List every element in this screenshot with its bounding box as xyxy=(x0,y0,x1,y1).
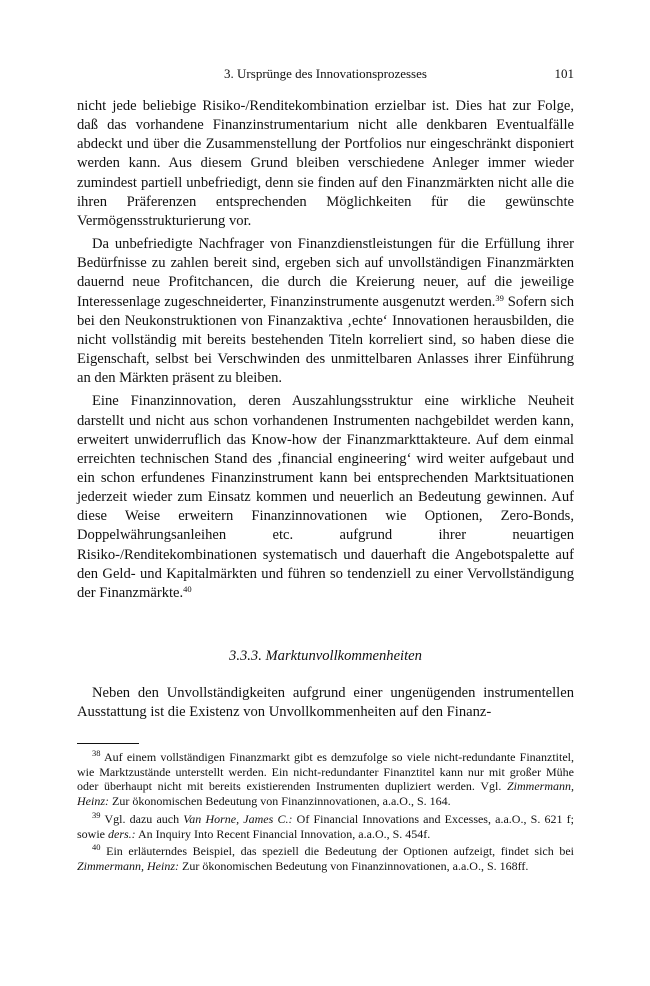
footnote-38-number: 38 xyxy=(92,748,101,758)
footnote-38 xyxy=(77,750,574,809)
paragraph-3-text: Eine Finanzinnovation, deren Auszahlungsstruktur eine wirkliche Neuheit darstellt und nicht aus schon vorhandenen Instrumenten nachgebildet werden kann, erweitert unwiderruflich das Know-how der Finanzmarkttakteure. Auf dem einmal erreichten technischen Stand des ‚financial engineering‘ wird weiter aufgebaut und ein schon erfundenes Finanzinstrument kann bei entsprechenden Marktsituationen jederzeit wieder zum Einsatz kommen und neuerlich an Bedeutung gewinnen. Auf diese Weise erweitern Finanzinnovationen wie Optionen, Zero-Bonds, Doppelwährungsanleihen etc. aufgrund ihrer neuartigen Risiko-/Renditekombinationen systematisch und dauerhaft die Angebotspalette auf den Geld- und Kapitalmärkten und führen so tendenziell zu einer Vervollständigung der Finanzmärkte. xyxy=(77,393,574,601)
footnote-39 xyxy=(77,809,575,841)
footnote-38-text-a: Auf einem vollständigen Finanzmarkt gibt es demzufolge so viele nicht-redundante Finanztitel, wie Marktzustände unterstellt werden. Ein nicht-redundanter Finanztitel kann nur mit großer Mühe oder überhaupt nicht mit bereits existierenden Instrumenten dupliziert werden. Vgl. xyxy=(77,750,574,794)
footnote-39-number: 39 xyxy=(92,809,101,820)
footnote-40 xyxy=(77,844,574,873)
paragraph-1 xyxy=(77,97,574,231)
paragraph-4: Neben den Unvollständigkeiten aufgrund einer ungenügenden instrumentellen Ausstattung ist die Existenz von Unvollkommenheiten auf den Finanz- xyxy=(77,685,574,721)
footnote-ref-40[interactable]: 40 xyxy=(183,583,192,594)
footnote-38-text-b: Zur ökonomischen Bedeutung von Finanzinnovationen, a.a.O., S. 164. xyxy=(109,794,451,809)
footnote-39-text-c: An Inquiry Into Recent Financial Innovation, a.a.O., S. 454f. xyxy=(135,826,431,841)
section-heading: 3.3.3. Marktunvollkommenheiten xyxy=(229,648,422,664)
footnote-39-author2: ders.: xyxy=(108,826,136,841)
body-text-continued xyxy=(77,684,574,722)
paragraph-2 xyxy=(77,235,574,388)
footnote-ref-39[interactable]: 39 xyxy=(495,292,504,303)
paragraph-2-text-b: Sofern sich bei den Neukonstruktionen von Finanzaktiva ‚echte‘ Innovationen herausbilden, die nicht vollständig mit bereits bestehenden Titeln korreliert sind, so haben diese die Eigenschaft, selbst bei Verschwinden des unmittelbaren Anlasses ihrer Einführung an den Märkten präsent zu bleiben. xyxy=(77,293,574,387)
footnotes xyxy=(77,750,574,877)
footnote-40-text-a: Ein erläuterndes Beispiel, das speziell die Bedeutung der Optionen aufzeigt, findet sich bei xyxy=(100,844,574,859)
footnote-38-author: Zimmermann, Heinz: xyxy=(77,779,574,809)
chapter-title: 3. Ursprünge des Innovationsprozesses xyxy=(224,66,427,81)
body-text xyxy=(77,97,574,603)
footnote-40-text-b: Zur ökonomischen Bedeutung von Finanzinnovationen, a.a.O., S. 168ff. xyxy=(179,858,529,873)
paragraph-2-text-a: Da unbefriedigte Nachfrager von Finanzdienstleistungen für die Erfüllung ihrer Bedürfnisse zu zahlen bereit sind, ergeben sich auf unvollständigen Finanzmärkten dauernd neue Profitchancen, die durch die Kreierung neuer, auf die jeweilige Interessenlage zugeschneiderter, Finanzinstrumente ausgenutzt werden. xyxy=(77,236,574,310)
paragraph-1-text: nicht jede beliebige Risiko-/Renditekombination erzielbar ist. Dies hat zur Folge, daß das vorhandene Finanzinstrumentarium nicht alle denkbaren Eventualfälle abdeckt und über die Zusammenstellung der Portfolios nur eingeschränkt disponiert werden kann. Aus diesem Grund bleiben verschiedene Anleger immer wieder zumindest partiell unbefriedigt, denn sie finden auf den Finanzmärkten nicht alle die ihren Präferenzen entsprechenden Möglichkeiten für die gewünschte Vermögensstrukturierung vor. xyxy=(77,98,574,229)
page-number: 101 xyxy=(554,66,574,81)
footnote-40-number: 40 xyxy=(92,842,101,853)
footnote-39-text-b: Of Financial Innovations and Excesses, a.a.O., S. 621 f; sowie xyxy=(77,811,575,841)
footnote-40-author: Zimmermann, Heinz: xyxy=(77,858,179,873)
running-header xyxy=(77,66,574,86)
footnote-divider xyxy=(77,743,139,744)
footnote-39-text-a: Vgl. dazu auch xyxy=(100,811,184,826)
footnote-39-author: Van Horne, James C.: xyxy=(183,811,293,826)
paragraph-3 xyxy=(77,392,574,603)
